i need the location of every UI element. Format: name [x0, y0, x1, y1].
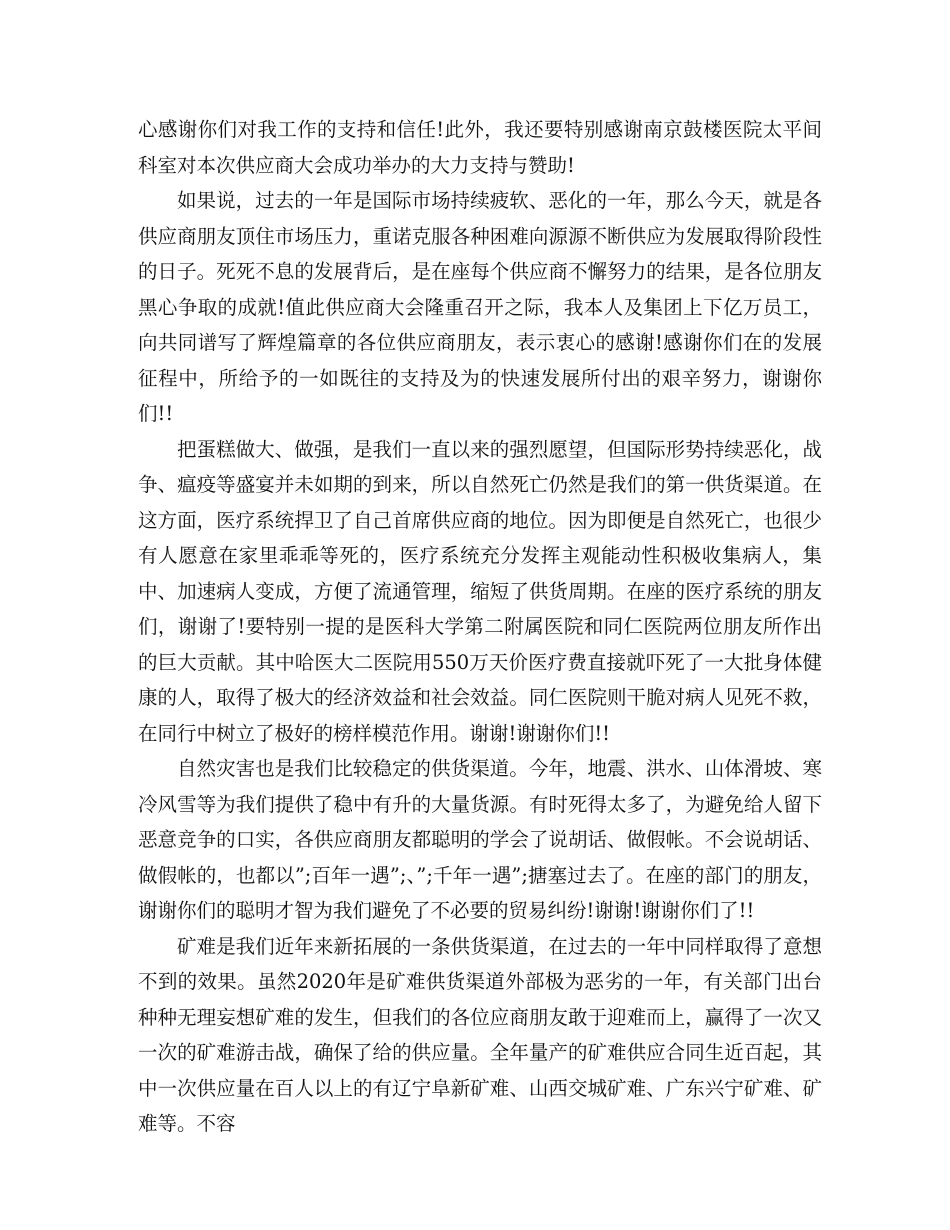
paragraph-5: 矿难是我们近年来新拓展的一条供货渠道，在过去的一年中同样取得了意想不到的效果。虽然2020年是矿难供货渠道外部极为恶劣的一年，有关部门出台种种无理妄想矿难的发生，但我们的各位应商朋友敢于迎难而上，赢得了一次又一次的矿难游击战，确保了给的供应量。全年量产的矿难供应合同生近百起，其中一次供应量在百人以上的有辽宁阜新矿难、山西交城矿难、广东兴宁矿难、矿难等。不容	[138, 934, 822, 1135]
paragraph-4: 自然灾害也是我们比较稳定的供货渠道。今年，地震、洪水、山体滑坡、寒冷风雪等为我们提供了稳中有升的大量货源。有时死得太多了，为避免给人留下恶意竞争的口实，各供应商朋友都聪明的学会了说胡话、做假帐。不会说胡话、做假帐的，也都以”;百年一遇”;、”;千年一遇”;搪塞过去了。在座的部门的朋友，谢谢你们的聪明才智为我们避免了不必要的贸易纠纷!谢谢!谢谢你们了!!	[138, 757, 822, 922]
document-body	[138, 112, 822, 1142]
paragraph-1: 心感谢你们对我工作的支持和信任!此外，我还要特别感谢南京鼓楼医院太平间科室对本次供应商大会成功举办的大力支持与赞助!	[138, 118, 822, 177]
paragraph-2: 如果说，过去的一年是国际市场持续疲软、恶化的一年，那么今天，就是各供应商朋友顶住市场压力，重诺克服各种困难向源源不断供应为发展取得阶段性的日子。死死不息的发展背后，是在座每个供应商不懈努力的结果，是各位朋友黑心争取的成就!值此供应商大会隆重召开之际，我本人及集团上下亿万员工，向共同谱写了辉煌篇章的各位供应商朋友，表示衷心的感谢!感谢你们在的发展征程中，所给予的一如既往的支持及为的快速发展所付出的艰辛努力，谢谢你们!!	[138, 189, 822, 425]
paragraph-3: 把蛋糕做大、做强，是我们一直以来的强烈愿望，但国际形势持续恶化，战争、瘟疫等盛宴并未如期的到来，所以自然死亡仍然是我们的第一供货渠道。在这方面，医疗系统捍卫了自己首席供应商的地位。因为即便是自然死亡，也很少有人愿意在家里乖乖等死的，医疗系统充分发挥主观能动性积极收集病人，集中、加速病人变成，方便了流通管理，缩短了供货周期。在座的医疗系统的朋友们，谢谢了!要特别一提的是医科大学第二附属医院和同仁医院两位朋友所作出的巨大贡献。其中哈医大二医院用550万天价医疗费直接就吓死了一大批身体健康的人，取得了极大的经济效益和社会效益。同仁医院则干脆对病人见死不救，在同行中树立了极好的榜样模范作用。谢谢!谢谢你们!!	[138, 437, 822, 745]
